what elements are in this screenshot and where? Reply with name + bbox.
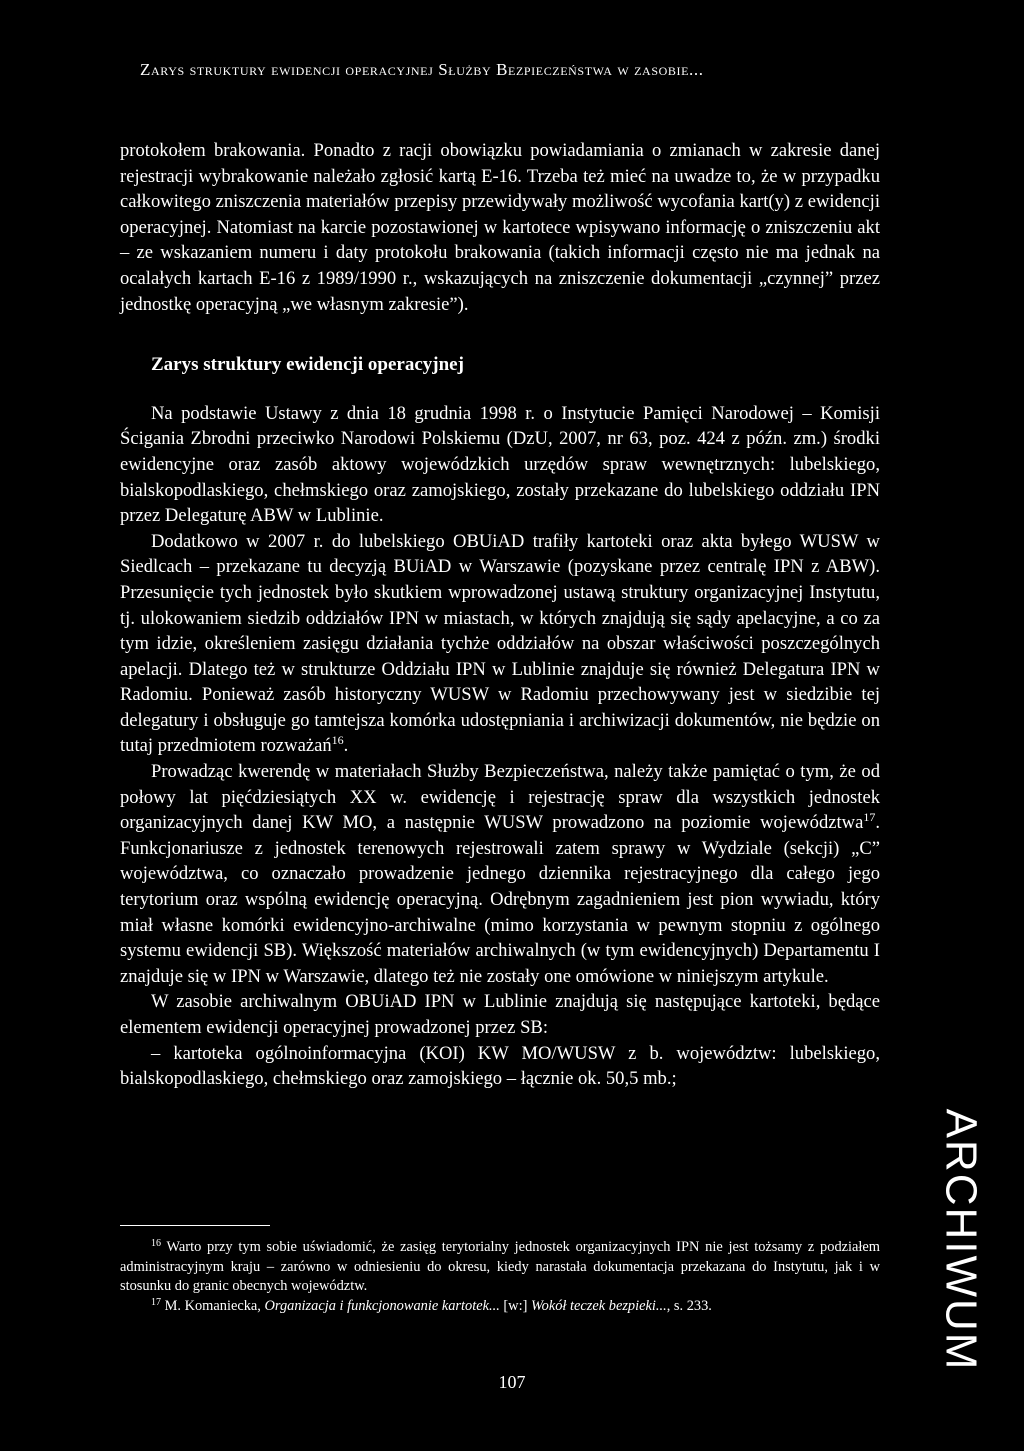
footnote-number: 16: [151, 1238, 161, 1249]
footnote-separator: [120, 1225, 270, 1226]
footnote-page: , s. 233.: [666, 1297, 712, 1314]
page-number: 107: [498, 1372, 526, 1392]
footnote-ref-16[interactable]: 16: [331, 733, 344, 748]
footnote-text: Warto przy tym sobie uświadomić, że zasięg terytorialny jednostek organizacyjnych IPN nie jest tożsamy z podziałem administracyjnym kraju – zarówno w odniesieniu do okresu, kiedy narastała dokumentacja przekazana do Instytutu, jak i w stosunku do granic obecnych województw.: [120, 1239, 880, 1295]
paragraph: [120, 759, 880, 989]
footnote-title: Organizacja i funkcjonowanie kartotek...: [264, 1297, 500, 1314]
footnote-in: [w:]: [499, 1297, 531, 1314]
footnote-16: [120, 1238, 880, 1297]
paragraph: Na podstawie Ustawy z dnia 18 grudnia 1998 r. o Instytucie Pamięci Narodowej – Komisji Ścigania Zbrodni przeciwko Narodowi Polskiemu (DzU, 2007, nr 63, poz. 424 z późn. zm.) środki ewidencyjne oraz zasób aktowy wojewódzkich urzędów spraw wewnętrznych: lubelskiego, bialskopodlaskiego, chełmskiego oraz zamojskiego, zostały przekazane do lubelskiego oddziału IPN przez Delegaturę ABW w Lublinie.: [120, 402, 880, 527]
side-label-text: ARCHIWUM: [936, 1108, 986, 1372]
paragraph-text-cont: . Funkcjonariusze z jednostek terenowych rejestrowali zatem sprawy w Wydziale (sekcji) „C” województwa, co oznaczało prowadzenie jednego dziennika rejestracyjnego dla całego jego terytorium oraz wspólną ewidencję operacyjną. Odrębnym zagadnieniem jest pion wywiadu, który miał własne komórki ewidencyjno-archiwalne (mimo korzystania w pewnym stopniu z ogólnego systemu ewidencji SB). Większość materiałów archiwalnych (w tym ewidencyjnych) Departamentu I znajduje się w IPN w Warszawie, dlatego też nie zostały one omówione w niniejszym artykule.: [120, 812, 880, 987]
footnote-ref-17[interactable]: 17: [863, 810, 876, 825]
paragraph: W zasobie archiwalnym OBUiAD IPN w Lublinie znajdują się następujące kartoteki, będące elementem ewidencji operacyjnej prowadzonej przez SB:: [120, 991, 880, 1038]
paragraph-text: Dodatkowo w 2007 r. do lubelskiego OBUiAD trafiły kartoteki oraz akta byłego WUSW w Siedlcach – przekazane tu decyzją BUiAD w Warszawie (pozyskane przez centralę IPN z ABW). Przesunięcie tych jednostek było skutkiem wprowadzonej ustawą struktury organizacyjnej Instytutu, tj. ulokowaniem siedzib oddziałów IPN w miastach, w których znajdują się sądy apelacyjne, a co za tym idzie, określeniem zasięgu działania tychże oddziałów na obszar właściwości poszczególnych apelacji. Dlatego też w strukturze Oddziału IPN w Lublinie znajduje się również Delegatura IPN w Radomiu. Ponieważ zasób historyczny WUSW w Radomiu przechowywany jest w siedzibie tej delegatury i obsługuje go tamtejsza komórka udostępniania i archiwizacji dokumentów, nie będzie on tutaj przedmiotem rozważań: [120, 530, 880, 757]
footnote-author: M. Komaniecka,: [161, 1297, 265, 1314]
footnote-17: [120, 1297, 880, 1317]
footnote-number: 17: [151, 1296, 161, 1308]
section-heading: Zarys struktury ewidencji operacyjnej: [151, 354, 464, 376]
paragraph-text-end: .: [343, 735, 349, 757]
intro-paragraph: protokołem brakowania. Ponadto z racji obowiązku powiadamiania o zmianach w zakresie danej rejestracji wybrakowanie należało zgłosić kartą E-16. Trzeba też mieć na uwadze to, że w przypadku całkowitego zniszczenia materiałów przepisy przewidywały możliwość wycofania kart(y) z ewidencji operacyjnej. Natomiast na karcie pozostawionej w kartotece wpisywano informację o zniszczeniu akt – ze wskazaniem numeru i daty protokołu brakowania (takich informacji często nie ma jednak na ocalałych kartach E-16 z 1989/1990 r., wskazujących na zniszczenie dokumentacji „czynnej” przez jednostkę operacyjną „we własnym zakresie”).: [120, 140, 880, 315]
paragraph-text: Prowadząc kwerendę w materiałach Służby Bezpieczeństwa, należy także pamiętać o tym, że od połowy lat pięćdziesiątych XX w. ewidencję i rejestrację spraw dla wszystkich jednostek organizacyjnych danej KW MO, a następnie WUSW prowadzono na poziomie województwa: [120, 761, 880, 834]
footnote-book: Wokół teczek bezpieki...: [530, 1297, 667, 1314]
paragraph: [120, 529, 880, 759]
running-head: Zarys struktury ewidencji operacyjnej Służby Bezpieczeństwa w zasobie...: [140, 60, 704, 79]
side-label: [930, 1108, 990, 1372]
list-item: – kartoteka ogólnoinformacyjna (KOI) KW MO/WUSW z b. województw: lubelskiego, bialskopodlaskiego, chełmskiego oraz zamojskiego – łącznie ok. 50,5 mb.;: [120, 1042, 880, 1090]
footnotes: [120, 1238, 880, 1316]
body-text: [120, 138, 880, 1092]
